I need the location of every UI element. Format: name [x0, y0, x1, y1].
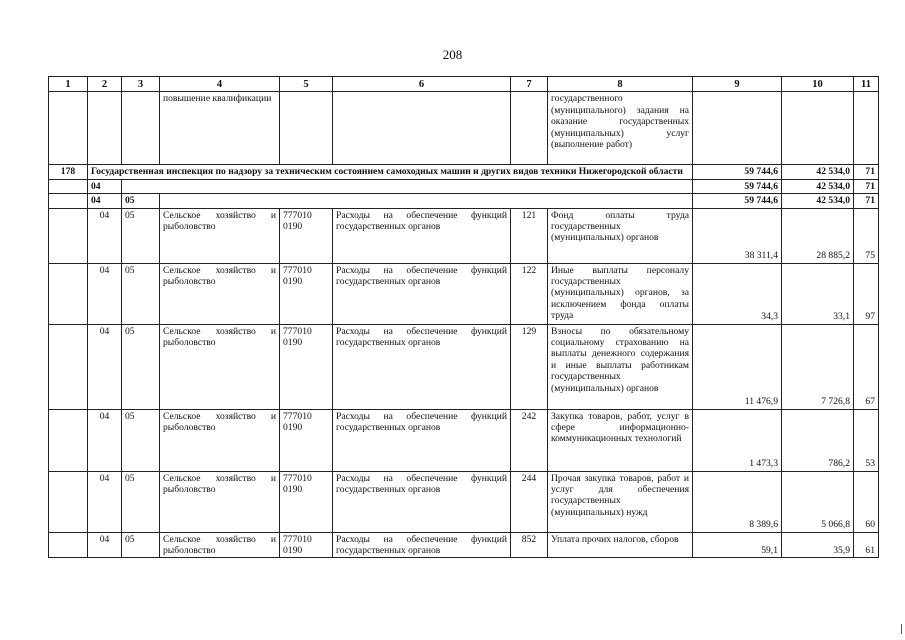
cell-percent: 61: [854, 532, 879, 558]
cell-target-code: 777010 0190: [280, 208, 333, 263]
cell-section: 04: [88, 324, 122, 409]
header-row: [49, 77, 879, 92]
cell-description: Сельское хозяйство и рыболовство: [160, 532, 280, 558]
cell: [49, 208, 88, 263]
cell-expense-type: Взносы по обязательному социальному страхованию на выплаты денежного содержания и иные выплаты работникам государственных (муниципальных) органов: [548, 324, 693, 409]
cell-plan: 11 476,9: [693, 324, 782, 409]
cell: [49, 194, 88, 208]
cell: [49, 324, 88, 409]
budget-table: [48, 76, 879, 558]
cell-subsection: 05: [122, 471, 160, 532]
cell-description: Сельское хозяйство и рыболовство: [160, 471, 280, 532]
org-name: Государственная инспекция по надзору за техническим состоянием самоходных машин и других видов техники Нижегородской области: [88, 165, 693, 179]
subsection-row: [49, 194, 879, 208]
cell-actual: 28 885,2: [782, 208, 854, 263]
section-row: [49, 179, 879, 193]
cell: [693, 92, 782, 165]
cell-description: повышение квалификации: [160, 92, 280, 165]
cell-percent: 75: [854, 208, 879, 263]
cell-plan: 59,1: [693, 532, 782, 558]
table-row: [49, 532, 879, 558]
page-number: 208: [442, 47, 463, 62]
cell-subsection: 05: [122, 324, 160, 409]
cell-section: 04: [88, 179, 122, 193]
cell: [782, 92, 854, 165]
cell-purpose: Расходы на обеспечение функций государственных органов: [333, 532, 511, 558]
cell-percent: 97: [854, 263, 879, 324]
cell: [511, 92, 548, 165]
cell-section: 04: [88, 194, 122, 208]
header-cell: 7: [511, 77, 548, 92]
cell-expense-type: Прочая закупка товаров, работ и услуг для обеспечения государственных (муниципальных) нужд: [548, 471, 693, 532]
cell-actual: 42 534,0: [782, 165, 854, 179]
cell-section: 04: [88, 208, 122, 263]
cell-expense-code: 852: [511, 532, 548, 558]
cell: [49, 532, 88, 558]
table-row: [49, 263, 879, 324]
cell-subsection: 05: [122, 194, 160, 208]
cell-subsection: 05: [122, 409, 160, 471]
cell-description: Сельское хозяйство и рыболовство: [160, 409, 280, 471]
cell-actual: 42 534,0: [782, 179, 854, 193]
cell-section: 04: [88, 409, 122, 471]
cell-plan: 1 473,3: [693, 409, 782, 471]
cell-plan: 38 311,4: [693, 208, 782, 263]
cell: [854, 92, 879, 165]
cell-expense-type: Фонд оплаты труда государственных (муниципальных) органов: [548, 208, 693, 263]
header-cell: 2: [88, 77, 122, 92]
cell-plan: 59 744,6: [693, 179, 782, 193]
cell: [333, 92, 511, 165]
scan-edge-mark: [901, 624, 902, 634]
cell-expense-code: 244: [511, 471, 548, 532]
cell-target-code: 777010 0190: [280, 324, 333, 409]
cell-target-code: 777010 0190: [280, 471, 333, 532]
header-cell: 4: [160, 77, 280, 92]
cell-expense-type: государственного (муниципального) задания на оказание государственных (муниципальных) услуг (выполнение работ): [548, 92, 693, 165]
header-cell: 11: [854, 77, 879, 92]
cell-expense-type: Уплата прочих налогов, сборов: [548, 532, 693, 558]
cell-actual: 35,9: [782, 532, 854, 558]
cell-section: 04: [88, 532, 122, 558]
cell-expense-type: Закупка товаров, работ, услуг в сфере информационно-коммуникационных технологий: [548, 409, 693, 471]
header-cell: 9: [693, 77, 782, 92]
cell-expense-type: Иные выплаты персоналу государственных (муниципальных) органов, за исключением фонда оплаты труда: [548, 263, 693, 324]
cell-actual: 786,2: [782, 409, 854, 471]
cell-actual: 5 066,8: [782, 471, 854, 532]
cell: [49, 179, 88, 193]
table-row: [49, 409, 879, 471]
cell-plan: 34,3: [693, 263, 782, 324]
cell-plan: 8 389,6: [693, 471, 782, 532]
cell-section: 04: [88, 471, 122, 532]
cell: [122, 179, 693, 193]
cell-purpose: Расходы на обеспечение функций государственных органов: [333, 263, 511, 324]
cell-purpose: Расходы на обеспечение функций государственных органов: [333, 208, 511, 263]
cell: [88, 92, 122, 165]
cell-purpose: Расходы на обеспечение функций государственных органов: [333, 471, 511, 532]
table-row: [49, 324, 879, 409]
cell: [49, 263, 88, 324]
header-cell: 1: [49, 77, 88, 92]
cell-actual: 42 534,0: [782, 194, 854, 208]
cell-plan: 59 744,6: [693, 194, 782, 208]
cell-purpose: Расходы на обеспечение функций государственных органов: [333, 324, 511, 409]
org-number: 178: [49, 165, 88, 179]
cell-target-code: 777010 0190: [280, 532, 333, 558]
cell: [160, 194, 693, 208]
cell: [49, 471, 88, 532]
cell-percent: 71: [854, 179, 879, 193]
cell: [49, 92, 88, 165]
cell-section: 04: [88, 263, 122, 324]
cell-expense-code: 129: [511, 324, 548, 409]
table-row: [49, 471, 879, 532]
organization-row: [49, 165, 879, 179]
cell-plan: 59 744,6: [693, 165, 782, 179]
header-cell: 3: [122, 77, 160, 92]
cell-percent: 53: [854, 409, 879, 471]
cell: [49, 409, 88, 471]
cell-expense-code: 242: [511, 409, 548, 471]
cell-target-code: 777010 0190: [280, 409, 333, 471]
cell-percent: 71: [854, 194, 879, 208]
header-cell: 10: [782, 77, 854, 92]
cell-target-code: 777010 0190: [280, 263, 333, 324]
cell-expense-code: 122: [511, 263, 548, 324]
header-cell: 5: [280, 77, 333, 92]
cell-percent: 60: [854, 471, 879, 532]
cell-percent: 71: [854, 165, 879, 179]
cell-description: Сельское хозяйство и рыболовство: [160, 263, 280, 324]
cell: [280, 92, 333, 165]
cell-purpose: Расходы на обеспечение функций государственных органов: [333, 409, 511, 471]
cell-subsection: 05: [122, 208, 160, 263]
header-cell: 8: [548, 77, 693, 92]
header-cell: 6: [333, 77, 511, 92]
cell-expense-code: 121: [511, 208, 548, 263]
cell-actual: 7 726,8: [782, 324, 854, 409]
cell-percent: 67: [854, 324, 879, 409]
table-row: [49, 208, 879, 263]
cell-actual: 33,1: [782, 263, 854, 324]
cell-subsection: 05: [122, 532, 160, 558]
cell-subsection: 05: [122, 263, 160, 324]
cell-description: Сельское хозяйство и рыболовство: [160, 324, 280, 409]
cell: [122, 92, 160, 165]
cell-description: Сельское хозяйство и рыболовство: [160, 208, 280, 263]
continuation-row: [49, 92, 879, 165]
